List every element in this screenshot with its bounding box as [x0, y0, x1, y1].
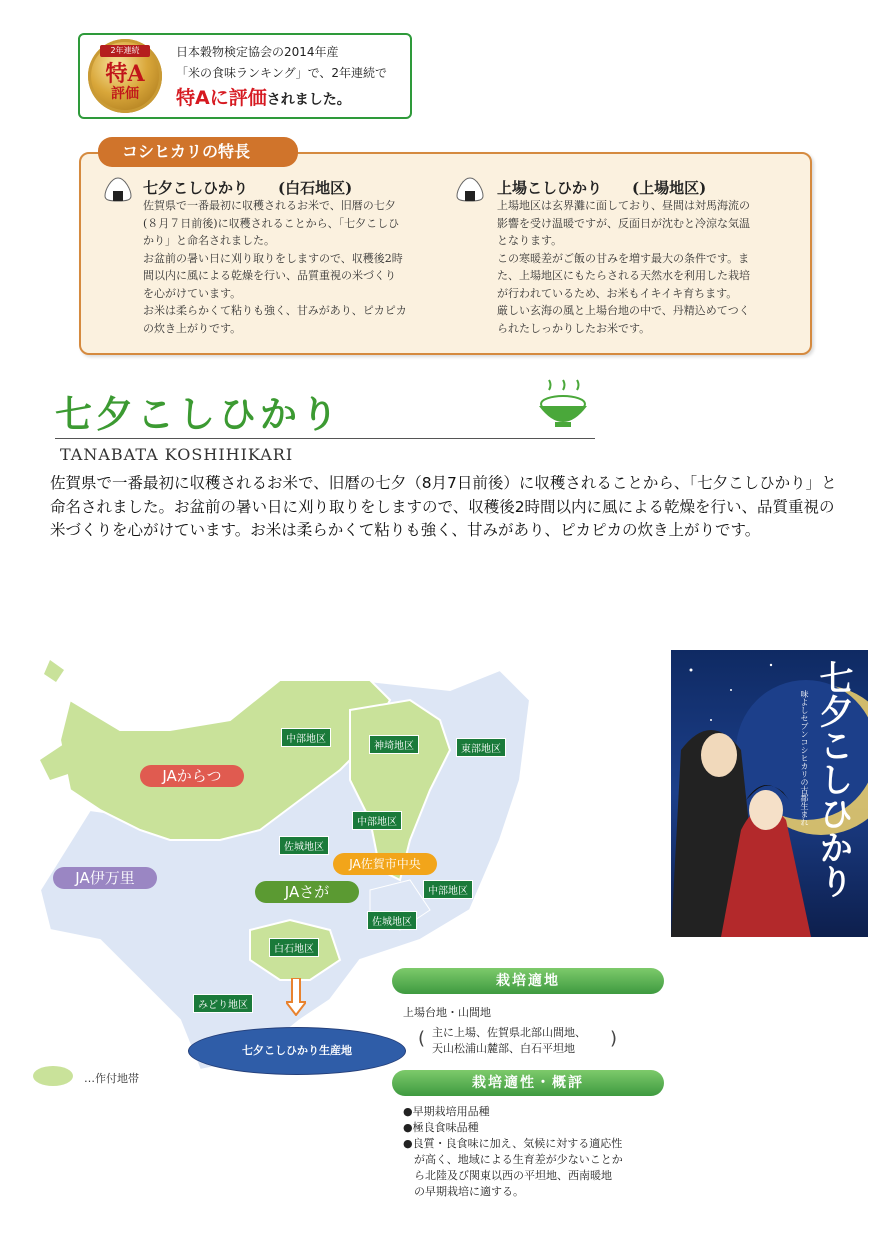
award-medal — [88, 39, 162, 113]
legend-swatch — [33, 1066, 73, 1086]
district-label: 神埼地区 — [369, 735, 419, 754]
down-arrow-icon — [286, 978, 306, 1016]
feature-right-line: 上場地区は玄界灘に面しており、昼間は対馬海流の — [497, 199, 750, 212]
award-line-1: 日本穀物検定協会の2014年産 — [176, 45, 339, 59]
feature-left-line: お米は柔らかくて粘りも強く、甘みがあり、ピカピカ — [143, 304, 407, 317]
site-title: 栽培適地 — [392, 968, 664, 994]
eval-item: ●良質・良食味に加え、気候に対する適応性 — [403, 1137, 623, 1150]
intro-paragraph: 佐賀県で一番最初に収穫されるお米で、旧暦の七夕（8月7日前後）に収穫されることから、「七夕こしひかり」と命名されました。お盆前の暑い日に刈り取りをしますので、収穫後2時間以内に風による乾燥を行い、品質重視の米づくりを心がけています。お米は柔らかくて粘りも強く、甘みがあり、ピカピカの炊き上がりです。 — [50, 474, 837, 540]
feature-right-line: となります。 — [497, 234, 563, 247]
paren-close: ) — [610, 1028, 618, 1049]
award-line-3 — [176, 83, 351, 110]
district-label: 佐城地区 — [367, 911, 417, 930]
onigiri-icon — [103, 176, 133, 202]
medal-ribbon: 2年連続 — [100, 45, 150, 57]
poster-tagline: 味よしセブンコシヒカリの古都生まれ — [800, 690, 809, 826]
paren-open: ( — [418, 1028, 426, 1049]
page-title: 七夕こしひかり — [55, 393, 342, 436]
medal-text: 特A — [105, 61, 145, 87]
onigiri-icon — [455, 176, 485, 202]
feature-right-line: られたしっかりしたお米です。 — [497, 321, 651, 335]
feature-left-body — [143, 197, 463, 337]
eval-item: が高く、地域による生育差が少ないことか — [414, 1153, 623, 1166]
eval-item: の早期栽培に適する。 — [414, 1185, 524, 1198]
district-label: 中部地区 — [352, 811, 402, 830]
district-label: 中部地区 — [423, 880, 473, 899]
award-box — [78, 33, 412, 119]
award-suffix: されました。 — [266, 92, 351, 108]
feature-left-line: 佐賀県で一番最初に収穫されるお米で、旧暦の七夕 — [143, 199, 396, 212]
district-label: 中部地区 — [281, 728, 331, 747]
medal-subtext: 評価 — [111, 86, 139, 102]
feature-right-line: 影響を受け温暖ですが、反面日が沈むと冷涼な気温 — [497, 216, 750, 230]
feature-left-title: 七夕こしひかり (白石地区) — [143, 179, 353, 197]
rice-bowl-icon — [533, 378, 593, 432]
site-line: 上場台地・山間地 — [403, 1006, 491, 1019]
feature-right-line: この寒暖差がご飯の甘みを増す最大の条件です。ま — [497, 251, 750, 265]
feature-left-line: かり」と命名されました。 — [143, 234, 275, 247]
feature-right-body — [497, 197, 807, 337]
page-subtitle: TANABATA KOSHIHIKARI — [60, 445, 294, 464]
site-detail-2: 天山松浦山麓部、白石平坦地 — [432, 1042, 575, 1055]
production-area-label: 七夕こしひかり生産地 — [188, 1027, 406, 1075]
award-line-2: 「米の食味ランキング」で、2年連続で — [176, 66, 388, 80]
feature-right-title: 上場こしひかり (上場地区) — [497, 179, 707, 197]
feature-left-line: の炊き上がりです。 — [143, 321, 242, 335]
district-label: 佐城地区 — [279, 836, 329, 855]
ja-sagashi-label: JA佐賀市中央 — [333, 853, 437, 875]
feature-right-line: た、上場地区にもたらされる天然水を利用した栽培 — [497, 269, 750, 282]
product-poster — [671, 650, 868, 937]
district-label: 白石地区 — [269, 938, 319, 957]
feature-left-line: お盆前の暑い日に刈り取りをしますので、収穫後2時 — [143, 251, 403, 265]
evaluation-title: 栽培適性・概評 — [392, 1070, 664, 1096]
district-label: 東部地区 — [456, 738, 506, 757]
poster-title: 七夕こしひかり — [813, 660, 853, 898]
ja-imari-label: JA伊万里 — [53, 867, 157, 889]
ja-saga-label: JAさが — [255, 881, 359, 903]
title-rule — [55, 438, 595, 439]
district-label: みどり地区 — [193, 994, 253, 1013]
eval-item: ら北陸及び関東以西の平坦地、西南暖地 — [414, 1169, 612, 1182]
feature-right-line: が行われているため、お米もイキイキ育ちます。 — [497, 286, 738, 300]
site-detail-1: 主に上場、佐賀県北部山間地、 — [432, 1026, 586, 1039]
region-map — [30, 640, 680, 1220]
feature-left-line: を心がけています。 — [143, 286, 242, 300]
features-tab: コシヒカリの特長 — [98, 137, 298, 167]
eval-item: ●極良食味品種 — [403, 1121, 479, 1134]
award-highlight: 特Aに評価 — [176, 87, 267, 109]
eval-item: ●早期栽培用品種 — [403, 1105, 490, 1118]
feature-left-line: 間以内に風による乾燥を行い、品質重視の米づくり — [143, 269, 396, 282]
feature-right-line: 厳しい玄海の風と上場台地の中で、丹精込めてつく — [497, 304, 750, 317]
feature-left-line: (８月７日前後)に収穫されることから、「七夕こしひ — [143, 216, 400, 230]
legend-label: …作付地帯 — [84, 1072, 139, 1085]
ja-karatsu-label: JAからつ — [140, 765, 244, 787]
